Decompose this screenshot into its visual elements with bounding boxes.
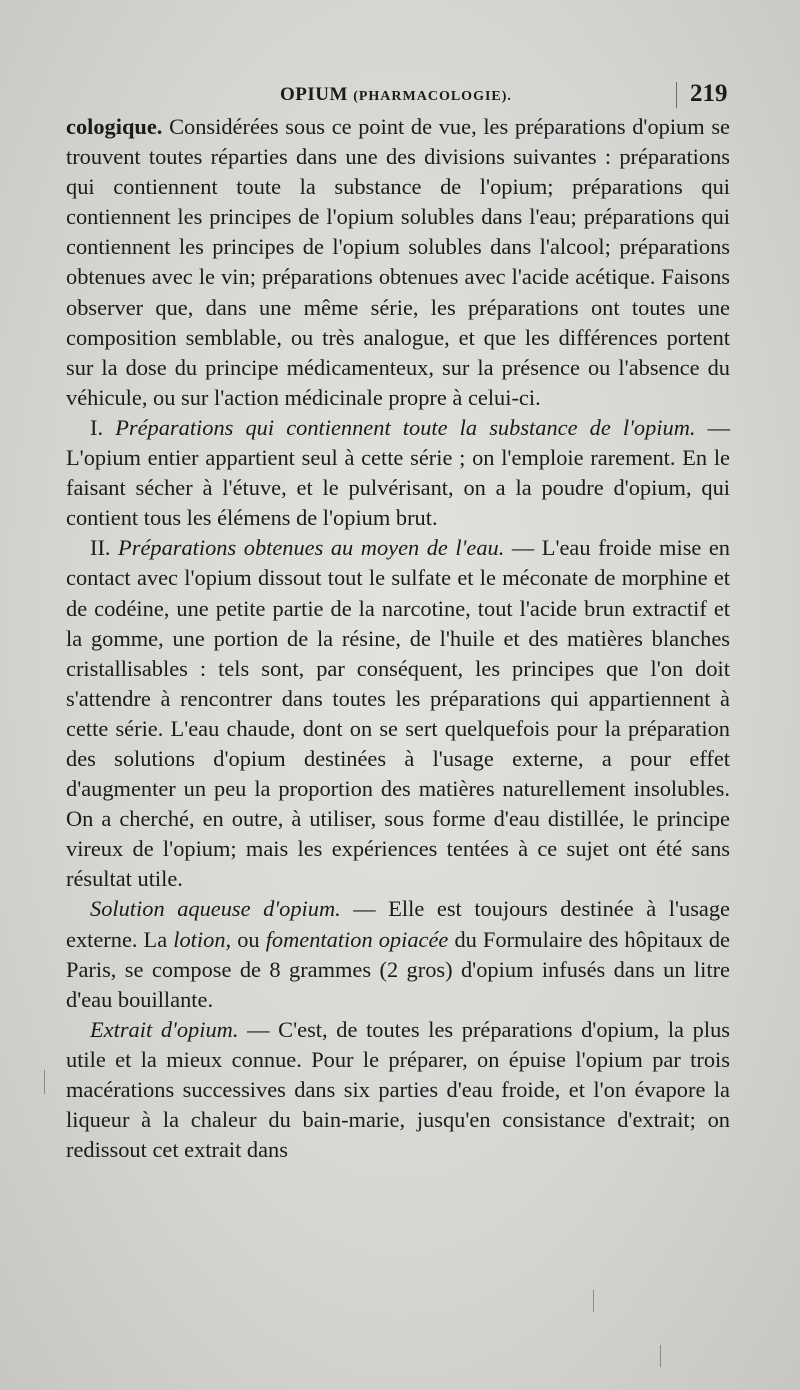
running-title-sub: (PHARMACOLOGIE).	[353, 89, 512, 104]
paragraph-solution	[66, 894, 730, 1014]
section-1-text: — L'opium entier appartient seul à cette série ; on l'emploie rarement. En le faisant sécher à l'étuve, et le pulvérisant, on a la poudre d'opium, qui contient tous les élémens de l'opium brut.	[66, 414, 730, 531]
solution-text-a: — Elle est toujours destinée à l'usage externe. La	[66, 896, 730, 952]
section-2-title: Préparations obtenues au moyen de l'eau.	[118, 535, 505, 561]
section-1-number: I.	[90, 414, 116, 440]
extrait-title: Extrait d'opium.	[90, 1016, 239, 1042]
solution-title: Solution aqueuse d'opium.	[90, 896, 341, 922]
margin-mark	[44, 1070, 45, 1094]
solution-fomentation: fomentation opiacée	[265, 926, 449, 952]
paragraph-intro-text: Considérées sous ce point de vue, les préparations d'opium se trouvent toutes réparties dans une des divisions suivantes : préparations qui contiennent toute la substance de l'opium; préparations qui contiennent les principes de l'opium solubles dans l'eau; préparations qui contiennent les principes de l'opium solubles dans l'alcool; préparations obtenues avec le vin; préparations obtenues avec l'acide acétique. Faisons observer que, dans une même série, les préparations ont toutes une composition semblable, ou très analogue, et que les différences portent sur la dose du principe médicamenteux, sur la présence ou l'absence du véhicule, ou sur l'action médicinale propre à celui-ci.	[66, 114, 730, 410]
paragraph-extrait	[66, 1015, 730, 1165]
running-head	[0, 80, 800, 112]
extrait-text: — C'est, de toutes les préparations d'opium, la plus utile et la mieux connue. Pour le préparer, on épuise l'opium par trois macérations successives dans six parties d'eau froide, et l'on évapore la liqueur à la chaleur du bain-marie, jusqu'en consistance d'extrait; on redissout cet extrait dans	[66, 1016, 730, 1163]
paragraph-intro-lead: cologique.	[66, 114, 163, 139]
section-2-text: — L'eau froide mise en contact avec l'opium dissout tout le sulfate et le méconate de morphine et de codéine, une petite partie de la narcotine, tout l'acide brun extractif et la gomme, une portion de la résine, de l'huile et des matières blanches cristallisables : tels sont, par conséquent, les principes que l'on doit s'attendre à rencontrer dans toutes les préparations qui appartiennent à cette série. L'eau chaude, dont on se sert quelquefois pour la préparation des solutions d'opium destinées à l'usage externe, a pour effet d'augmenter un peu la proportion des matières naturellement insolubles. On a cherché, en outre, à utiliser, sous forme d'eau distillée, le principe vireux de l'opium; mais les expériences tentées à ce sujet ont été sans résultat utile.	[66, 535, 731, 892]
running-title	[280, 84, 512, 106]
paragraph-section-1	[66, 413, 730, 533]
solution-text-c: du Formulaire des hôpitaux de Paris, se compose de 8 grammes (2 gros) d'opium infusés dans un litre d'eau bouillante.	[66, 926, 730, 1012]
margin-mark	[593, 1290, 594, 1312]
section-1-title: Préparations qui contiennent toute la substance de l'opium.	[115, 414, 696, 440]
paragraph-section-2	[66, 533, 730, 894]
margin-mark	[660, 1345, 661, 1367]
solution-text-b: ou	[231, 926, 266, 952]
paragraph-intro	[66, 112, 730, 413]
solution-lotion: lotion,	[173, 926, 232, 952]
section-2-number: II.	[90, 535, 119, 561]
page-number: 219	[690, 80, 728, 107]
body-text	[66, 112, 730, 1165]
running-title-main: OPIUM	[280, 84, 348, 105]
margin-tick	[676, 82, 677, 108]
